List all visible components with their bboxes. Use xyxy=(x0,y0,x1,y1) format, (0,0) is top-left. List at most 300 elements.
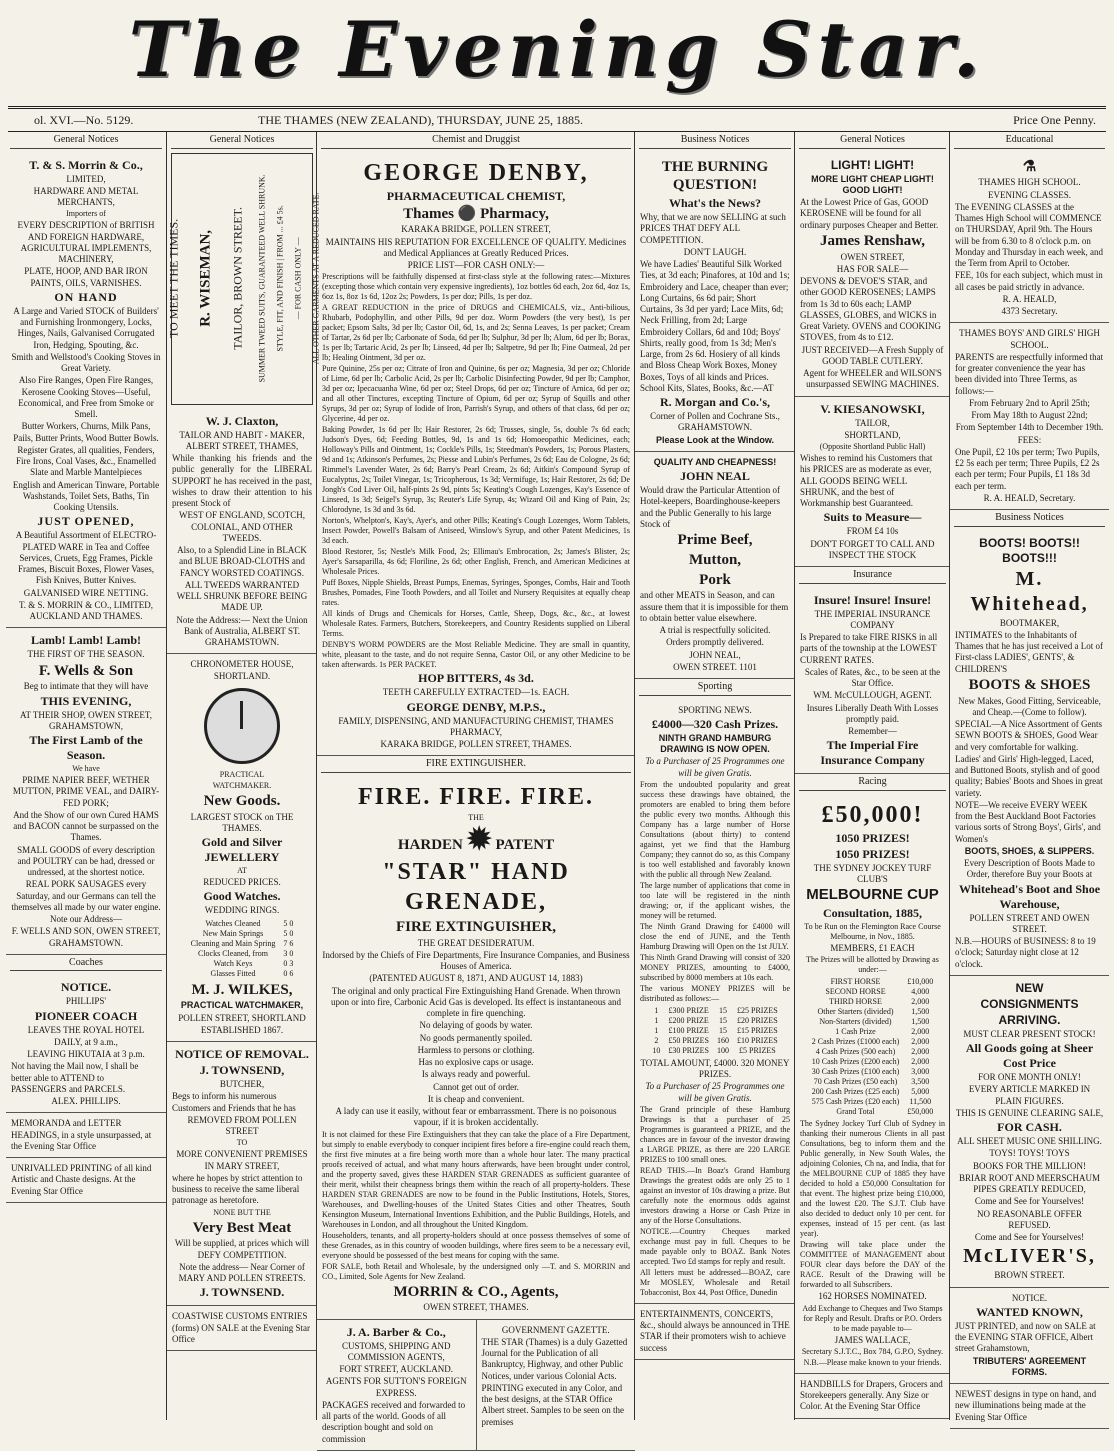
ad-text: THE STAR (Thames) is a duly Gazetted Journal for the Publication of all Bankruptcy, Highway, and other Public Notices, under various Colonial Acts. xyxy=(481,1336,628,1381)
ad-heading: Insure! Insure! Insure! xyxy=(813,592,932,607)
prize-table xyxy=(648,1006,781,1056)
ad-heading xyxy=(322,205,630,224)
ad-text: BROWN STREET. xyxy=(994,1270,1065,1281)
ad-text: THIS EVENING, xyxy=(40,693,132,708)
ad-text: The Prizes will be allotted by Drawing as under:— xyxy=(806,955,939,975)
ad-text: POLLEN STREET AND OWEN STREET. xyxy=(969,912,1090,934)
ad-text: A lady can use it easily, without fear or embarrassment. There is no poisonous vapour, if it is broken accidentally. xyxy=(335,1106,617,1128)
coach-ad xyxy=(6,975,166,1113)
prize-count: 15 xyxy=(719,1025,727,1035)
ad-heading: MORE LIGHT CHEAP LIGHT! GOOD LIGHT! xyxy=(811,173,934,195)
ad-heading: FOR CASH. xyxy=(997,1120,1062,1134)
prize-value: 3,500 xyxy=(911,1077,930,1087)
ad-heading: WANTED KNOWN, xyxy=(976,1304,1083,1319)
ad-text: HAS FOR SALE— xyxy=(836,263,909,274)
boys-girls-school-ad xyxy=(950,323,1109,510)
prize-row xyxy=(808,1077,938,1087)
ad-text: FOR SALE, both Retail and Wholesale, by the undersigned only —T. and S. MORRIN and CO., Limited, Sole Agents for New Zealand. xyxy=(322,1261,630,1281)
handbills-ad xyxy=(795,1374,950,1419)
prize-count: 10 xyxy=(652,1045,661,1055)
ad-text: Ladies' and Girls' High-legged, Laced, and Buttoned Boots, stylish and of good quality; Babies' Boots and Shoes in great variety. xyxy=(955,753,1103,798)
ad-text: BRIAR ROOT AND MEERSCHAUM PIPES GREATLY REDUCED, xyxy=(958,1172,1101,1194)
ad-text: MEMORANDA and LETTER HEADINGS, in a style unsurpassed, at the Evening Star Office xyxy=(11,1118,152,1151)
ad-text: REDUCED PRICES. xyxy=(203,877,281,887)
grenade-ad xyxy=(317,777,635,1320)
ad-text: R. A. HEALD, Secretary. xyxy=(983,492,1076,503)
ad-text: THE xyxy=(468,812,484,822)
ad-text: Note our Address— xyxy=(50,914,122,924)
ad-text: PLATE, HOOP, AND BAR IRON PAINTS, OILS, VARNISHES. xyxy=(24,266,148,288)
advertiser-name: GEORGE DENBY, xyxy=(363,159,589,186)
price-row xyxy=(187,929,298,939)
prize-label: THIRD HORSE xyxy=(829,997,882,1007)
list-item: Is always ready and powerful. xyxy=(421,1069,531,1080)
section-heading: Business Notices xyxy=(639,134,791,149)
ad-text: Insures Liberally Death With Losses promptly paid. xyxy=(806,702,939,724)
section-heading: Chemist and Druggist xyxy=(321,134,631,149)
section-heading: General Notices xyxy=(10,134,162,149)
prize-value: 2,000 xyxy=(911,1037,930,1047)
ad-heading: NOTICE. xyxy=(60,980,112,995)
ad-heading: FIRE. FIRE. FIRE. xyxy=(357,783,595,810)
prize-count: 1 xyxy=(654,1005,659,1015)
section-heading: General Notices xyxy=(171,134,313,149)
ad-text: TO MEET THE TIMES. xyxy=(166,218,181,339)
rotated-ad-text xyxy=(155,174,330,382)
advertiser-name: PIONEER COACH xyxy=(34,1008,138,1023)
ad-text: Why, that we are now SELLING at such PRICES THAT DEFY ALL COMPETITION. xyxy=(640,212,786,245)
price-item: Cleaning and Main Spring xyxy=(190,938,276,948)
ad-text: To be Run on the Flemington Race Course Melbourne, in Nov., 1885. xyxy=(804,922,941,941)
price: Price One Penny. xyxy=(1013,113,1096,127)
ad-text: JUST PRINTED, and now on SALE at the EVENING STAR OFFICE, Albert street Grahamstown, xyxy=(955,1320,1096,1354)
ad-text: While thanking his friends and the public generally for the LIBERAL SUPPORT he has received in the past, wishes to draw their attention to his present Stock of xyxy=(172,453,312,508)
ad-text: Norton's, Whelpton's, Kay's, Ayer's, and other Pills; Keating's Cough Lozenges, Worm Tablets, Insect Powder, Powell's Balsam of Aniseed, Winslow's Syrup, and other Patent Medicines, 1s 3d each. xyxy=(322,516,630,546)
ad-heading: FIRE EXTINGUISHER, xyxy=(395,918,557,935)
ad-heading: MELBOURNE CUP xyxy=(806,886,939,904)
section-heading: Educational xyxy=(954,134,1105,149)
ad-text: A GREAT REDUCTION in the price of DRUGS and CHEMICALS, viz., Anti-bilious, Rhubarb, Podophyllin, and other Pills, 9d per doz. Worm Powders (the very best), 1s per packet; Epsom Salts, 3d per lb; Castor Oil, 6d, 1s, and 2s; Senna Leaves, 1s per packet; Cream of Tartar, 2s 6d per lb; Carbonate of Soda, 6d per lb; Sulphur, 3d per lb; Alum, 6d per lb; Borax, 1s per lb; Tartaric Acid, 2s per lb; Linseed, 4d per lb; Saltpetre, 9d per lb; Fine Oatmeal, 2d per lb; Healing Ointment, 3d per oz. xyxy=(322,303,630,363)
prize-value: 5,000 xyxy=(911,1087,930,1097)
ad-text: Please Look at the Window. xyxy=(655,434,775,445)
advertiser-name: J. TOWNSEND. xyxy=(199,1285,285,1300)
kiesanowski-ad xyxy=(795,397,950,568)
ad-text: FEES: xyxy=(1017,434,1042,445)
ad-text: NO REASONABLE OFFER REFUSED. xyxy=(976,1208,1082,1230)
ad-text: It is not claimed for these Fire Extinguishers that they can take the place of a Fire Department, but simply to enable everybody to conquer incipient fires before a fire-engine could reach them, the first five minutes at a fire being worth more than a whole hour later. The many practical proofs received of actual, and what many hours afterwards, have been brought under control, and the property saved, gives these HARDEN STAR GRENADES as sufficient guarantee of their merit, whilst their cheapness brings them within the reach of all property-holders. These HARDEN STAR GRENADES are now to be found in the Public Institutions, Hotels, Stores, Warehouses, and Dwelling-houses of the United States Cities and other Theatres, South Kensington Museum, International Inventions Exhibition, and the Public Buildings, Hotels, and Warehouses in London, and all throughout the United Kingdom. xyxy=(322,1129,630,1229)
ad-heading: New Goods. xyxy=(203,792,281,809)
prize-row xyxy=(808,987,938,997)
prize-value: 4,000 xyxy=(911,987,930,997)
prize-value: 3,000 xyxy=(911,1067,930,1077)
ad-text: PRIME NAPIER BEEF, WETHER MUTTON, PRIME VEAL, and DAIRY-FED PORK; xyxy=(12,775,160,808)
prize-count: 15 xyxy=(719,1005,727,1015)
type-ad xyxy=(950,1384,1109,1429)
list-item: From February 2nd to April 25th; xyxy=(969,397,1090,408)
column-3 xyxy=(316,132,635,1444)
ad-text: All letters must be addressed—BOAZ, care Mr MOSLEY, Wholesale and Retail Tobacconist, Box 44, Post Office, Dunedin xyxy=(640,1267,790,1297)
advertiser-name: GEORGE DENBY, M.P.S., xyxy=(406,699,546,714)
ad-text: WEST OF ENGLAND, SCOTCH, COLONIAL, AND OTHER TWEEDS. xyxy=(178,510,306,543)
price-row xyxy=(187,939,298,949)
prize-row xyxy=(808,1057,938,1067)
prize-count: 15 xyxy=(719,1015,727,1025)
ad-text: T. & S. MORRIN & CO., LIMITED, AUCKLAND AND THAMES. xyxy=(18,599,154,621)
ad-text: English and American Tinware, Portable Washstands, Toilet Sets, Baths, Tin Cooking Utensils. xyxy=(12,479,160,512)
ad-text: DEVONS & DEVOE'S STAR, and other GOOD KEROSENES; LAMPS from 1s 3d to 60s each; LAMP GLASSES, GLOBES, and WICKS in Great Variety. OVENS and COOKING STOVES, from 4s to £12. xyxy=(800,276,941,343)
price-item: New Main Springs xyxy=(202,928,264,938)
morrin-ad xyxy=(6,153,166,629)
ad-number: 4373 xyxy=(1001,306,1020,316)
prize-count: 2 xyxy=(654,1035,659,1045)
prize-label: Other Starters (divided) xyxy=(817,1007,894,1017)
ad-text: Come and See for Yourselves! xyxy=(974,1196,1085,1207)
ad-text: LIMITED, xyxy=(66,173,106,184)
ad-heading: What's the News? xyxy=(669,196,761,210)
prize-count: 1 xyxy=(654,1025,659,1035)
prize-row xyxy=(808,1007,938,1017)
prize-value: 1,500 xyxy=(911,1017,930,1027)
ad-text: HANDBILLS for Drapers, Grocers and Storekeepers generally. Any Size or Color. At the Evening Star Office xyxy=(800,1378,943,1412)
ad-heading: GOVERNMENT GAZETTE. xyxy=(501,1324,610,1335)
claxton-ad xyxy=(167,409,317,655)
section-heading: Business Notices xyxy=(954,512,1105,527)
prize-amount: £15 PRIZES xyxy=(737,1025,778,1035)
ad-text: We have Ladies' Beautiful Silk Worked Ties, at 3d each; Pinafores, at 10d and 1s; Embroidery and Lace, cheaper than ever; Long Curtains, 6s 6d pair; Short Curtains, 3s 3d per yard; Lace Mits, 6d; Neck Frilling, from 2d; Large Embroidery Collars, 6d and 10d; Boys' Shirts, really good, from 1s 3d; Men's Large, from 2s 6d. Hosiery of all kinds and Bloss Cheap Work Boxes, Money Boxes, Toys of all kinds and Prices. School Kits, Slates, Books, &c.—AT xyxy=(640,259,790,393)
ad-text: The original and only practical Fire Extinguishing Hand Grenade. When thrown upon or into fire, Carbonic Acid Gas is developed. Its effect is instantaneous and complete in fire quenching. xyxy=(330,985,621,1018)
ad-text: The large number of applications that come in too late will be registered in the ninth drawing; or, if the applicant wishes, the money will be returned. xyxy=(640,880,790,920)
clock-icon xyxy=(204,688,280,764)
ad-text: BOOKS FOR THE MILLION! xyxy=(972,1160,1087,1171)
prize-amount: £5 PRIZES xyxy=(739,1045,776,1055)
ad-text: DENBY'S WORM POWDERS are the Most Reliable Medicine. They are small in quantity, white, pleasant to the taste, and do not require Senna, Castor Oil, or any other Medicine to be taken afterwards. 1s PER PACKET. xyxy=(322,640,630,670)
ad-text: AGENTS FOR SUTTON'S FOREIGN EXPRESS. xyxy=(325,1376,467,1398)
prize-row xyxy=(648,1036,781,1046)
ad-text: TAILOR, xyxy=(855,417,890,428)
ad-text xyxy=(640,662,790,673)
ad-text: THE FIRST OF THE SEASON. xyxy=(27,649,145,660)
ad-heading: 1050 PRIZES! xyxy=(835,830,910,845)
ad-text: TEETH CAREFULLY EXTRACTED—1s. EACH. xyxy=(382,687,570,698)
ad-text: JUST RECEIVED—A Fresh Supply of GOOD TABLE CUTLERY. xyxy=(801,344,944,366)
prize-total-row xyxy=(808,1107,938,1117)
list-item: From May 18th to August 22nd; xyxy=(971,410,1088,420)
advertiser-name: MORRIN & CO., Agents, xyxy=(393,1283,559,1300)
place-date: THE THAMES (NEW ZEALAND), THURSDAY, JUNE 25, 1885. xyxy=(258,113,584,127)
prize-label: 200 Cash Prizes (£25 each) xyxy=(811,1087,900,1097)
ad-heading: NINTH GRAND HAMBURG DRAWING IS NOW OPEN. xyxy=(658,732,772,754)
product-name: "STAR" HAND GRENADE, xyxy=(382,858,570,915)
ad-text: Wishes to remind his Customers that his PRICES are as moderate as ever, ALL GOODS BEING WELL SHRUNK, and the best of Workmanship best Guaranteed. xyxy=(800,453,933,508)
ad-text: ALL TWEEDS WARRANTED WELL SHRUNK BEFORE BEING MADE UP. xyxy=(176,579,308,613)
section-heading: FIRE EXTINGUISHER. xyxy=(321,758,631,773)
prize-amount: £10 PRIZES xyxy=(737,1035,778,1045)
price-item: Glasses Fitted xyxy=(210,968,256,978)
ad-text: PRINTING executed in any Color, and the best designs, at the STAR Office Albert street. Samples to be seen on the premises xyxy=(481,1382,624,1427)
gazette-ad xyxy=(477,1320,636,1451)
morgan-ad xyxy=(635,153,795,452)
ad-text: LEAVES THE ROYAL HOTEL xyxy=(27,1024,145,1035)
prize-row xyxy=(808,1027,938,1037)
ad-text: — FOR CASH ONLY — xyxy=(293,237,303,320)
price-item: Watches Cleaned xyxy=(205,918,261,928)
ad-text: The Sydney Jockey Turf Club of Sydney in thanking their numerous Clients in all past Consultations, beg to inform them and the Public generally, in New South Wales, the adjoining Colonies, Ch na, and India, that for the MELBOURNE CUP of 1885 they have decided to hold a £50,000 Consultation for that event. The highest prize being £10,000, and the lowest £20. The S.J.T. Club have also decided to deduct only 10 per cent. for expenses, instead of 15 per cent. (as last year). xyxy=(800,1119,945,1239)
signature-title: Secretary. xyxy=(1021,306,1058,316)
advertiser-name: J. A. Barber & Co., xyxy=(346,1324,446,1339)
advertiser-name: M. J. WILKES, xyxy=(191,981,293,998)
ad-text: PRACTICAL WATCHMAKER, xyxy=(180,1000,304,1011)
advertiser-name: JOHN NEAL xyxy=(680,469,750,483)
mcliver-ad xyxy=(950,976,1109,1288)
ad-text: HARDWARE AND METAL MERCHANTS, xyxy=(33,185,139,207)
ad-text: A Beautiful Assortment of ELECTRO-PLATED WARE in Tea and Coffee Services, Cruets, Egg Frames, Pickle Frames, Biscuit Boxes, Flower Vases, Fish Knives, Butter Knives. xyxy=(15,530,157,586)
ad-text: FORT STREET, AUCKLAND. xyxy=(339,1364,454,1374)
ad-text: ESTABLISHED 1867. xyxy=(200,1024,284,1035)
ad-text: UNRIVALLED PRINTING of all kind Artistic and Chaste designs. At the Evening Star Office xyxy=(11,1163,152,1196)
dateline xyxy=(8,106,1106,132)
ad-heading: THE BURNING QUESTION! xyxy=(661,158,769,194)
prize-label: 575 Cash Prizes (£20 each) xyxy=(811,1097,900,1107)
ad-text: PACKAGES received and forwarded to all parts of the world. Goods of all description bought and sold on commission xyxy=(322,1399,466,1444)
sweep-ad xyxy=(795,795,950,1374)
ad-text: AT xyxy=(237,866,247,875)
prize-label: 10 Cash Prizes (£200 each) xyxy=(811,1057,900,1067)
whitehead-ad xyxy=(950,531,1109,976)
ad-text: The various MONEY PRIZES will be distributed as follows:— xyxy=(640,983,790,1003)
ad-text: Baking Powder, 1s 6d per lb; Hair Restorer, 2s 6d; Trusses, single, 5s, double 7s 6d each; Judson's Dyes, 6d; Feeding Bottles, 9d, 1s and 1s 6d; Homoeopathic Medicines, each; Holloway's Pills and Ointment, 1s; Cockle's Pills, 1s; Steedman's Powders, 1s; Porous Plasters, 9d and 1s; Atkinson's Perfumes, 2s; Piesse and Lubin's Perfumes, 2s 6d; Eau de Cologne, 2s 6d; Rimmel's Lavender Water, 2s 6d; Barry's Pearl Cream, 2s 6d; Aitkin's Compound Syrup of Eucalyptus, 2s; Toilet Vinegar, 1s; Tricopherous, 1s 3d; Vermifuge, 1s; Hair Restorer, 2s 6d; De Jongh's Cod Liver Oil, half-pints 2s 9d, pints 5s; Keating's Cough Lozenges, Kay's Essence of Linseed, 1s 3d; Seigel's Syrup, 3s; Reuter's Life Syrup, 4s; Wizard Oil and King of Pain, 2s; Chlorodyne, 1s 3d and 3s 6d. xyxy=(322,425,630,515)
memo-ad xyxy=(6,1113,166,1158)
prize-row xyxy=(808,1037,938,1047)
ad-text: Householders, tenants, and all property-holders should at once possess themselves of some of these Grenades, as in this country of wooden buildings, where fires seem to be a necessary evil, everyone should be possessed of the best means for coping with the same. xyxy=(322,1230,630,1260)
prize-row xyxy=(648,1016,781,1026)
ad-text: WEDDING RINGS. xyxy=(204,905,280,916)
ad-heading: TRIBUTERS' AGREEMENT FORMS. xyxy=(972,1355,1087,1377)
ad-heading: BOOTS & SHOES xyxy=(968,676,1091,693)
prize-value: 2,000 xyxy=(911,997,930,1007)
ad-text: SPECIAL—A Nice Assortment of Gents SEWN BOOTS & SHOES, Good Wear and very comfortable for walking. xyxy=(955,719,1102,752)
section-heading: Sporting xyxy=(639,681,791,696)
ad-text: BUTCHER, xyxy=(219,1079,265,1089)
prize-value: 2,000 xyxy=(911,1057,930,1067)
ad-text: MEMBERS, £1 EACH xyxy=(830,943,915,953)
ad-text: Is Prepared to take FIRE RISKS in all parts of the township at the LOWEST CURRENT RATES. xyxy=(800,632,938,665)
ad-text: SUMMER TWEED SUITS, GUARANTEED WELL SHRUNK. xyxy=(257,174,267,383)
ad-heading: Prime Beef, xyxy=(677,532,753,548)
ad-heading: 1050 PRIZES! xyxy=(835,846,910,861)
ad-heading xyxy=(955,536,1104,566)
ad-heading: ON HAND xyxy=(54,289,118,304)
ad-text: DON'T LAUGH. xyxy=(683,246,747,257)
prize-row xyxy=(808,1017,938,1027)
advertiser-name: McLIVER'S, xyxy=(963,1245,1096,1268)
ad-text: (Opposite Shortland Public Hall) xyxy=(819,442,926,451)
ad-heading: Very Best Meat xyxy=(192,1219,292,1236)
ad-heading: Mutton, xyxy=(688,551,742,568)
ad-heading: Whitehead's Boot and Shoe Warehouse, xyxy=(958,881,1101,911)
ad-text: A Large and Varied STOCK of Builders' and Furnishing Ironmongery, Locks, Hinges, Nails, Galvanised Corrugated Iron, Hedging, Spouting, &c. xyxy=(13,305,159,350)
insurance-ad xyxy=(795,588,950,775)
denby-ad xyxy=(317,153,635,757)
ad-text: DON'T FORGET TO CALL AND INSPECT THE STOCK xyxy=(810,538,935,560)
ad-text: To a Purchaser of 25 Programmes one will be given Gratis. xyxy=(645,1081,785,1103)
section-heading: Racing xyxy=(799,776,946,791)
prize-value: £50,000 xyxy=(907,1107,934,1117)
ad-text: MAINTAINS HIS REPUTATION FOR EXCELLENCE OF QUALITY. Medicines and Medical Appliances at Greatly Reduced Prices. xyxy=(325,236,627,258)
list-item: No goods permanently spoiled. xyxy=(419,1032,533,1043)
ad-text: FROM £4 10s xyxy=(846,526,899,537)
ad-text: The EVENING CLASSES at the Thames High School will COMMENCE on THURSDAY, April 9th. The Hours will be from 6.30 to 8 o'clock p.m. on Monday and Thursday in each week, and the Term from April to October. xyxy=(955,201,1104,268)
ad-heading: Lamb! Lamb! Lamb! xyxy=(30,633,141,648)
ad-text: NOTICE.—Country Cheques marked exchange must pay in full. Cheques to be made payable only to BOAZ. Bank Notes accepted. Two £d stamps for reply and result. xyxy=(640,1226,790,1266)
racing-prize-table xyxy=(808,977,938,1117)
column-5 xyxy=(794,132,950,1420)
price-row xyxy=(187,949,298,959)
ad-text: SHORTLAND, xyxy=(844,429,901,440)
price-value: 5 0 xyxy=(283,928,294,938)
ad-text: TOTAL AMOUNT, £4000. 320 MONEY PRIZES. xyxy=(640,1057,790,1079)
advertiser-name: M. Whitehead, xyxy=(970,567,1089,615)
volume-number: ol. XVI.—No. 5129. xyxy=(34,113,134,127)
ad-text: THIS IS GENUINE CLEARING SALE, xyxy=(955,1107,1104,1118)
ad-text: THE SYDNEY JOCKEY TURF CLUB'S xyxy=(813,862,932,884)
advertiser-name: R. WISEMAN, xyxy=(197,230,214,327)
prize-row xyxy=(648,1046,781,1056)
advertiser-name: JAMES WALLACE, xyxy=(834,1334,911,1345)
prize-row xyxy=(648,1026,781,1036)
ad-text: OWEN STREET, xyxy=(840,251,905,262)
ad-text: N.B.—Please make known to your friends. xyxy=(803,1357,942,1367)
price-row xyxy=(187,959,298,969)
ad-text: R. A. HEALD, xyxy=(1002,293,1057,304)
advertiser-name: T. & S. Morrin & Co., xyxy=(29,157,143,172)
pharmacy-word: Thames xyxy=(403,205,454,222)
prize-value: £10,000 xyxy=(907,977,934,987)
prize-amount: £300 PRIZE xyxy=(668,1005,709,1015)
list-item: Has no explosive caps or usage. xyxy=(418,1057,534,1067)
price-value: 0 6 xyxy=(283,968,294,978)
ad-text: MUST CLEAR PRESENT STOCK! xyxy=(963,1028,1096,1039)
ad-text: This Ninth Grand Drawing will consist of 320 MONEY PRIZES, amounting to £4000, subscribed by 8000 members at 10s each. xyxy=(640,952,790,982)
ad-text: TAILOR AND HABIT - MAKER, ALBERT STREET, THAMES, xyxy=(179,429,305,451)
ad-text: EVERY DESCRIPTION of BRITISH AND FOREIGN HARDWARE, AGRICULTURAL IMPLEMENTS, MACHINERY, xyxy=(17,220,155,264)
ad-text: Orders promptly delivered. xyxy=(666,637,764,648)
ad-text: Come and See for Yourselves! xyxy=(974,1232,1085,1242)
entertainments-ad xyxy=(635,1304,795,1360)
ad-heading: All Goods going at Sheer Cost Price xyxy=(965,1041,1094,1070)
ad-text: TOYS! TOYS! TOYS xyxy=(989,1148,1070,1159)
ad-text: One Pupil, £2 10s per term; Two Pupils, £2 5s each per term; Three Pupils, £2 2s each per term; Four Pupils, £1 18s 3d each per term. xyxy=(955,446,1100,491)
price-value: 5 0 xyxy=(283,918,294,928)
ad-text: 162 HORSES NOMINATED. xyxy=(818,1291,927,1302)
ad-text: where he hopes by strict attention to business to receive the same liberal patronage as heretofore. xyxy=(172,1172,303,1206)
ad-heading: NOTICE. xyxy=(1011,1292,1048,1303)
ad-text: Indorsed by the Chiefs of Fire Departments, Fire Insurance Companies, and Business Houses of America. xyxy=(322,949,630,971)
prize-row xyxy=(808,997,938,1007)
ad-text: TO xyxy=(236,1138,248,1148)
mortar-icon: ⚫ xyxy=(457,205,477,222)
ad-text: SMALL GOODS of every description and POULTRY can be had, dressed or undressed, at the shortest notice. xyxy=(17,844,155,877)
advertiser-name: J. TOWNSEND, xyxy=(199,1063,285,1077)
ad-text: The Ninth Grand Drawing for £4000 will close the end of JUNE, and the Tenth Hamburg Drawing will Open on the 1st JULY. xyxy=(640,921,790,951)
price-value: 3 0 xyxy=(283,948,294,958)
column-6 xyxy=(949,132,1109,1420)
prize-row xyxy=(648,1006,781,1016)
prize-label: 2 Cash Prizes (£1000 each) xyxy=(811,1037,900,1047)
list-item: Cannot get out of order. xyxy=(433,1081,519,1092)
ad-text: NONE BUT THE xyxy=(213,1207,271,1217)
ad-text: THE IMPERIAL INSURANCE COMPANY xyxy=(814,608,931,630)
prize-value: 11,500 xyxy=(909,1097,932,1107)
ad-heading: NOTICE OF REMOVAL. xyxy=(175,1047,309,1061)
ad-heading xyxy=(322,824,630,856)
ad-text: At the Lowest Price of Gas, GOOD KEROSENE will be found for all ordinary purposes Cheaper and Better. xyxy=(800,197,939,230)
ad-text: Blood Restorer, 5s; Nestle's Milk Food, 2s; Ellimau's Embrocation, 2s; James's Blister, 2s; Ayer's Sarsaparilla, 4s 6d; Floriline, 2s 6d; other English, French, and American Medicines at Wholesale Prices. xyxy=(322,547,630,577)
ad-heading: LIGHT! LIGHT! xyxy=(830,157,915,172)
patent-word: PATENT xyxy=(495,836,555,853)
ad-text: THE GREAT DESIDERATUM. xyxy=(417,937,535,948)
wilkes-ad xyxy=(167,654,317,1042)
ad-text: Agent for WHEELER and WILSON'S unsurpassed SEWING MACHINES. xyxy=(803,368,942,390)
ad-text: Every Description of Boots Made to Order, therefore Buy your Boots at xyxy=(964,858,1095,880)
section-heading: Insurance xyxy=(799,569,946,584)
ad-text: Also Fire Ranges, Open Fire Ranges, Kerosene Cooking Stoves—Useful, Economical, and Free from Smoke or Smell. xyxy=(18,375,154,419)
bottom-ads xyxy=(317,1320,635,1451)
ad-text: WM. McCULLOUGH, AGENT. xyxy=(813,690,932,701)
prize-row xyxy=(808,1067,938,1077)
printing-ad xyxy=(6,1158,166,1203)
wells-ad xyxy=(6,628,166,955)
advertiser-name: R. Morgan and Co.'s, xyxy=(659,395,770,409)
ad-text: AT THEIR SHOP, OWEN STREET, GRAHAMSTOWN, xyxy=(19,709,152,731)
prize-label: Grand Total xyxy=(836,1107,875,1117)
ad-text: PHILLIPS' xyxy=(65,996,107,1007)
ad-text: LEAVING HIKUTAIA at 3 p.m. xyxy=(27,1049,145,1059)
prize-label: Non-Starters (divided) xyxy=(819,1017,892,1027)
ad-text: FEE, 10s for each subject, which must in all cases be paid strictly in advance. xyxy=(955,270,1103,292)
ad-text: ALL SHEET MUSIC ONE SHILLING. xyxy=(957,1136,1102,1146)
advertiser-name: James Renshaw, xyxy=(819,232,925,249)
ad-text: Importers of xyxy=(66,209,106,219)
advertiser-name: V. KIESANOWSKI, xyxy=(820,401,925,416)
school-crest-icon: ⚗ xyxy=(1022,158,1037,175)
ad-text: A trial is respectfully solicited. xyxy=(659,625,771,635)
ad-text: (PATENTED AUGUST 8, 1871, AND AUGUST 14, 1883) xyxy=(369,973,583,984)
prize-amount: £20 PRIZES xyxy=(737,1015,778,1025)
prize-count: 100 xyxy=(717,1045,729,1055)
ad-heading: HOP BITTERS, 4s 3d. xyxy=(418,671,534,686)
ad-text: Register Grates, all qualities, Fenders, Fire Irons, Coal Vases, &c., Enamelled Slate and Marble Mantelpieces xyxy=(15,444,157,478)
ad-text: CUSTOMS, SHIPPING AND COMMISSION AGENTS, xyxy=(341,1340,451,1362)
ad-text: ENTERTAINMENTS, CONCERTS, &c., should always be announced in THE STAR if their promoters wish to achieve success xyxy=(640,1308,790,1353)
ad-heading: Pork xyxy=(699,571,731,588)
list-item: Harmless to persons or clothing. xyxy=(417,1044,535,1055)
ad-number: 1101 xyxy=(739,661,757,672)
ad-text: Puff Boxes, Nipple Shields, Breast Pumps, Enemas, Syringes, Sponges, Combs, Hair and Tooth Brushes, Pomades, Fine Tooth Powders, and all Toilet and Nursery Requisites at equally cheap rates. xyxy=(322,578,630,608)
ad-text: F. WELLS AND SON, OWEN STREET, GRAHAMSTOWN. xyxy=(11,926,161,948)
ad-heading: Good Watches. xyxy=(203,889,281,904)
ad-text: ALEX. PHILLIPS. xyxy=(51,1096,121,1106)
coastwise-ad xyxy=(167,1306,317,1351)
harden-word: HARDEN xyxy=(397,836,463,853)
ad-text: Pure Quinine, 25s per oz; Citrate of Iron and Quinine, 6s per oz; Magnesia, 3d per oz; Chloride of Lime, 6d per lb; Carbolic Acid, 2s per lb; Carbolic Disinfecting Powder, 9d per lb; Camphor, 3d per oz; Ipecacuanha Wine, 6d per oz; Steel Drops, 6d per oz; Tincture of Arnica, 6d per oz; and all other Tinctures, excepting Tincture of Opium, 6d per oz; Syrup of Squills and other Syrups, 3d per oz; Syrup of Iodide of Iron, Parrish's Syrup, and others of that class, 6d per oz; Glycerine, 4d per oz. xyxy=(322,364,630,424)
ad-text: PRICE LIST—FOR CASH ONLY:— xyxy=(407,260,545,270)
ad-text: REMOVED FROM POLLEN STREET xyxy=(187,1114,297,1136)
notice-ad xyxy=(950,1288,1109,1385)
price-value: 0 3 xyxy=(283,958,294,968)
prize-row xyxy=(808,1097,938,1107)
ad-text: Note the Address:— Next the Union Bank of Australia, ALBERT ST. GRAHAMSTOWN. xyxy=(176,614,308,647)
ad-text: New Makes, Good Fitting, Serviceable, and Cheap.—(Come to follow). xyxy=(958,695,1101,717)
